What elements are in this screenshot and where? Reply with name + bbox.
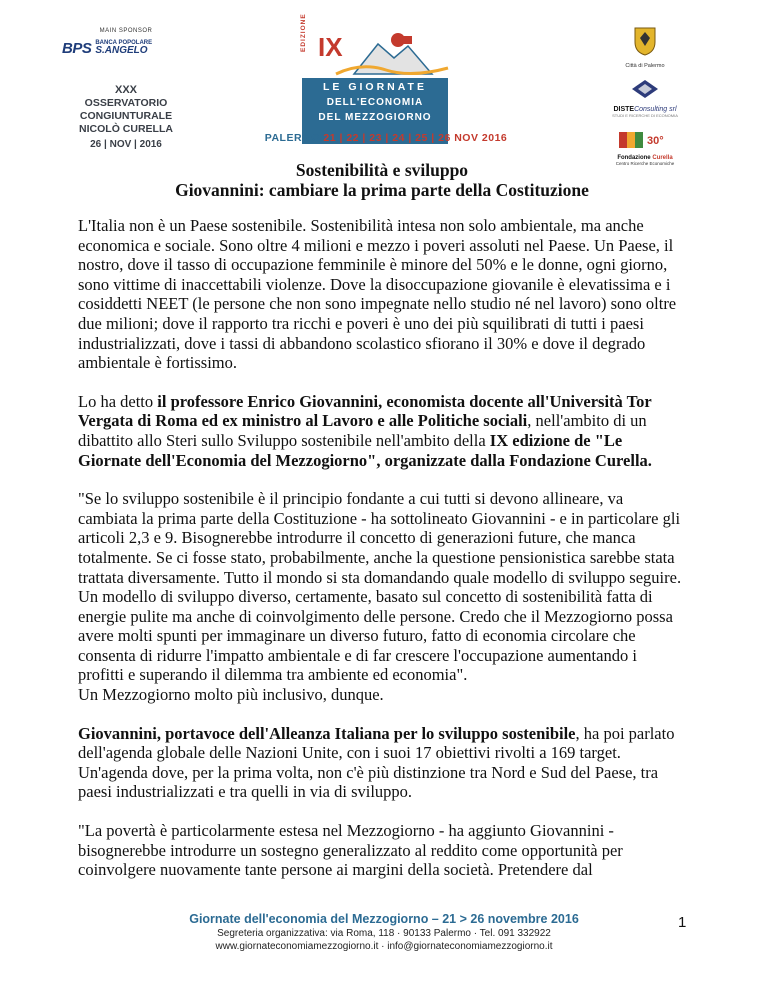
red-flag <box>402 36 412 44</box>
landscape-hill <box>354 44 432 74</box>
paragraph-1: L'Italia non è un Paese sostenibile. Sostenibilità intesa non solo ambientale, ma anche economica e sociale. Sono oltre 4 milioni e mezzo i poveri assoluti nel Paese. Un Paese, il nostro, dove il tasso di occupazione femminile è minore del 50% e le donne, ogni giorno, sono vittime di inaccettabili violenze. Dove la disoccupazione giovanile è elevatissima e i cosiddetti NEET (le persone che non sono impegnate nello studio né nel lavoro) sono oltre due milioni; dove il rapporto tra ricchi e poveri è uno dei più squilibrati di tutti i paesi industrializzati, dove i tassi di abbandono scolastico sfiorano il 30% e dove il degrado ambientale è fortissimo. <box>78 216 677 373</box>
osservatorio-title <box>62 84 190 136</box>
osservatorio-line: XXX <box>114 84 137 96</box>
main-sponsor-label: MAIN SPONSOR <box>99 28 153 34</box>
city-name: Città di Palermo <box>625 63 665 69</box>
curella-word: Curella <box>652 155 673 161</box>
diste-tagline: STUDI E RICERCHE DI ECONOMIA <box>612 113 678 118</box>
event-title-text <box>302 80 448 125</box>
banner-line3: DEL MEZZOGIORNO <box>318 112 432 123</box>
p2-text-c: , nell'ambito di un dibattito allo Steri sullo Sviluppo sostenibile nell'ambito della <box>78 411 647 450</box>
title-line1: Sostenibilità e sviluppo <box>295 160 469 180</box>
article-body <box>78 160 686 899</box>
p2-bold-speaker: il professore Enrico Giovannini, economista docente all'Università Tor Vergata di Roma ed ex ministro al Lavoro e alle Politiche sociali <box>78 391 652 431</box>
p3-quote: "Se lo sviluppo sostenibile è il principio fondante a cui tutti si devono allineare, va cambiata la prima parte della Costituzione - ha sottolineato Giovannini - e in particolare gli articoli 2,3 e 9. Bisognerebbe introdurre il concetto di generazioni future, che manca totalmente. Se ci fosse stato, probabilmente, anche la questione pensionistica sarebbe stata trattata diversamente. Tutto il mondo si sta domandando quale modello di sviluppo seguire. Un modello di sviluppo diverso, certamente, basato sul concetto di sostenibilità fatta di energie pulite ma anche di coinvolgimento delle persone. Credo che il Mezzogiorno possa avere molti spunti per immaginare un diverso futuro, fatto di economia circolare che consenta di ridurre l'impatto ambientale e di far crescere l'occupazione aumentando i profitti e superando il dilemma tra ambiente ed economia". <box>78 489 682 685</box>
edition-number: IX <box>318 32 343 62</box>
article-title <box>78 160 686 200</box>
diste-suffix: Consulting srl <box>634 106 677 113</box>
event-dates <box>236 132 536 144</box>
edition-label: EDIZIONE <box>300 13 307 52</box>
sponsor-name-line2: S.ANGELO <box>95 45 148 56</box>
page-number: 1 <box>678 914 687 931</box>
osservatorio-line: NICOLÒ CURELLA <box>79 123 173 135</box>
osservatorio-line: OSSERVATORIO <box>84 97 168 109</box>
sponsor-mark: BPS <box>62 39 92 57</box>
diste-brand: DISTE <box>613 106 635 113</box>
paragraph-5: "La povertà è particolarmente estesa nel Mezzogiorno - ha aggiunto Giovannini - bisognerebbe introdurre un sostegno generalizzato al reddito come opportunità per coinvolgere nuovamente tante persone ai margini della società. Pretendere dal <box>78 821 623 880</box>
fondazione-logo-icon <box>617 126 673 150</box>
osservatorio-line: CONGIUNTURALE <box>79 110 173 122</box>
title-line2: Giovannini: cambiare la prima parte della Costituzione <box>175 180 589 200</box>
header-right-block <box>590 24 700 166</box>
event-logo <box>236 13 536 144</box>
sponsor-name-line1: BANCA POPOLARE <box>95 40 153 46</box>
footer-web-line: www.giornateconomiamezzogiorno.it · info@giornateconomiamezzogiorno.it <box>215 941 553 952</box>
banner-line1: LE GIORNATE <box>323 81 427 93</box>
sponsor-name <box>95 40 152 56</box>
p4-text: , ha poi parlato dell'agenda globale delle Nazioni Unite, con i suoi 17 obiettivi rivolti a 169 target. Un'agenda dove, per la prima volta, non c'è più distinzione tra Nord e Sud del Paese, tra paesi industrializzati e tra quelli in via di sviluppo. <box>78 723 675 802</box>
dates-days: 21 | 22 | 23 | 24 | 25 | 26 NOV 2016 <box>323 132 508 144</box>
p2-text-a: Lo ha detto <box>78 391 158 411</box>
diste-name <box>590 106 700 113</box>
diste-logo-icon <box>630 79 660 99</box>
paragraph-4 <box>78 724 686 802</box>
dates-city: PALERMO <box>264 132 320 144</box>
city-crest-icon <box>630 24 660 56</box>
footer-event-line: Giornate dell'economia del Mezzogiorno – 21 > 26 novembre 2016 <box>189 912 579 926</box>
sponsor-logo <box>62 38 190 58</box>
p2-bold-event: IX edizione de "Le Giornate dell'Economia del Mezzogiorno", organizzate dalla Fondazione Curella. <box>78 430 652 470</box>
fondazione-subtitle: Centro Ricerche Economiche <box>615 161 675 166</box>
page-footer <box>150 912 618 953</box>
paragraph-2 <box>78 392 686 470</box>
osservatorio-date: 26 | NOV | 2016 <box>90 139 162 150</box>
anniversary-label: 30° <box>647 135 664 147</box>
p4-bold-role: Giovannini, portavoce dell'Alleanza Italiana per lo sviluppo sostenibile <box>78 723 576 743</box>
paragraph-3 <box>78 489 686 705</box>
fondazione-word: Fondazione <box>617 155 651 161</box>
p3-closing: Un Mezzogiorno molto più inclusivo, dunque. <box>78 685 384 705</box>
footer-address-line: Segreteria organizzativa: via Roma, 118 · 90133 Palermo · Tel. 091 332922 <box>217 928 551 939</box>
header-left-block <box>62 28 212 150</box>
banner-line2: DELL'ECONOMIA <box>326 97 424 108</box>
